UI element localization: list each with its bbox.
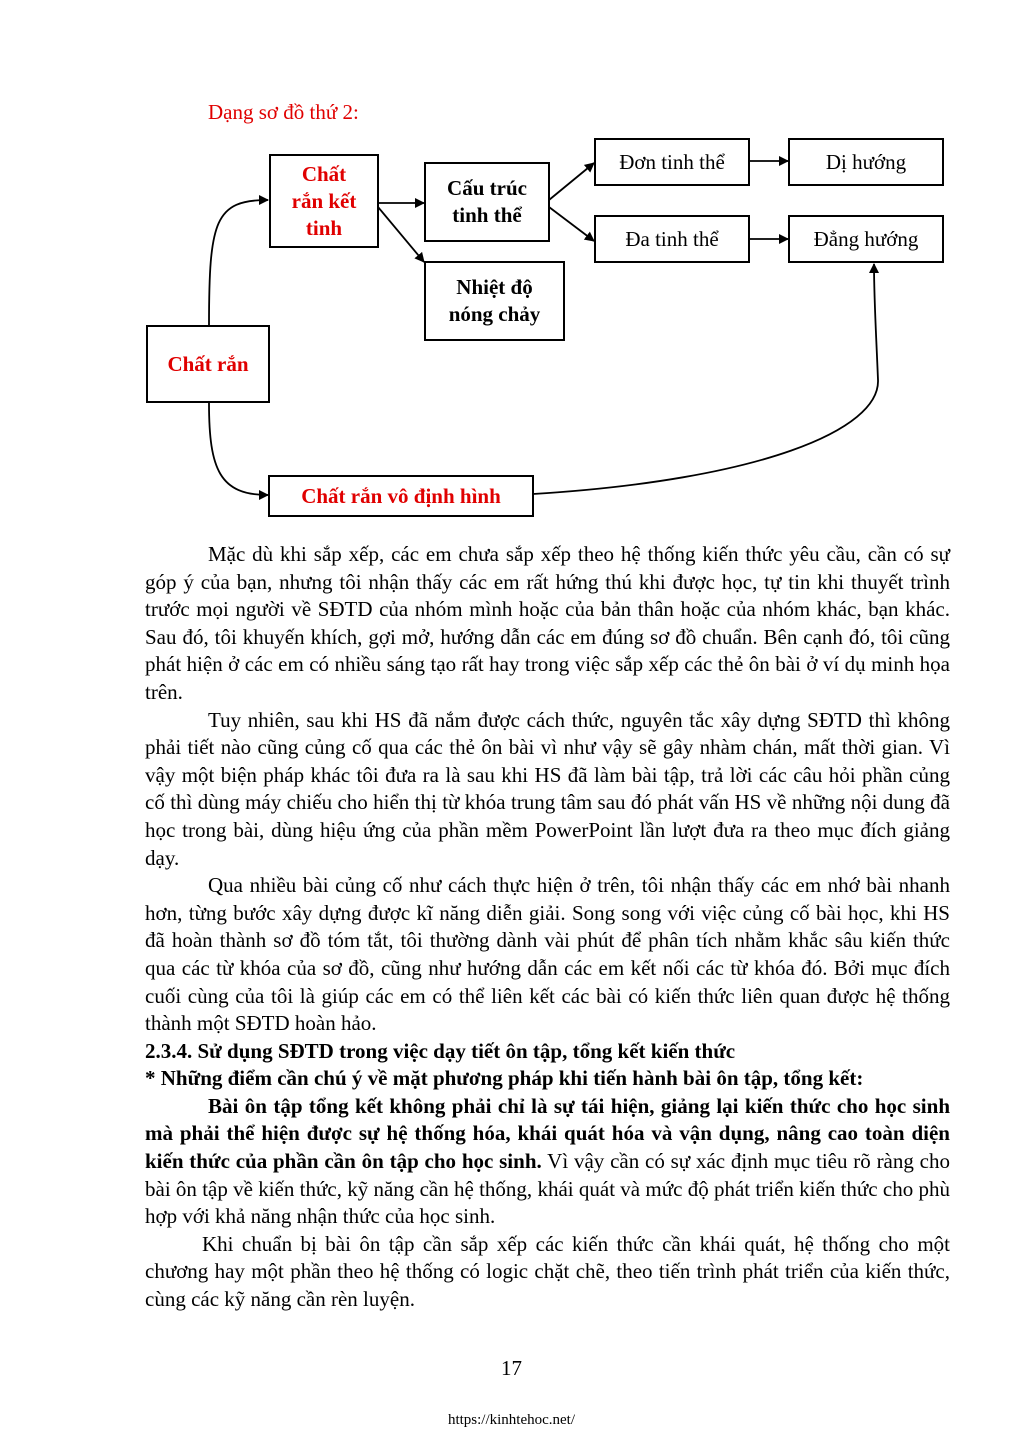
node-label-line: Nhiệt độ [456,275,533,299]
node-label-line: nóng chảy [448,302,541,326]
node-chat-ran-ket-tinh [269,154,379,248]
node-label-line: tinh [305,215,343,240]
node-dang-huong [788,215,944,263]
node-chat-ran-vo-dinh-hinh [268,475,534,517]
node-label-line: Cấu trúc [447,176,527,200]
paragraph-rest: Vì vậy cần có sự xác định mục tiêu rõ ràng cho bài ôn tập về kiến thức, kỹ năng cần hệ thống, khái quát và mức độ phát triển kiến thức cho phù hợp với khả năng nhận thức của học sinh. [145,1149,950,1229]
node-label-line: rắn kết [291,188,357,213]
node-chat-ran [146,325,270,403]
node-dang-huong-label: Đẳng hướng [813,226,919,251]
paragraph: Khi chuẩn bị bài ôn tập cần sắp xếp các kiến thức cần khái quát, hệ thống cho một chương hay một phần theo hệ thống có logic chặt chẽ, theo tiến trình phát triển của kiến thức, cùng các kỹ năng cần rèn luyện. [145,1231,950,1312]
node-label-line: tinh thể [452,203,522,227]
footer-url[interactable]: https://kinhtehoc.net/ [447,1412,576,1428]
section-heading: 2.3.4. Sử dụng SĐTD trong việc dạy tiết ôn tập, tổng kết kiến thức [145,1038,736,1063]
paragraph: Qua nhiều bài củng cố như cách thực hiện ở trên, tôi nhận thấy các em nhớ bài nhanh hơn, từng bước xây dựng được kĩ năng diễn giải. Song song với việc củng cố bài học, khi HS đã hoàn thành sơ đồ tóm tắt, tôi thường dành vài phút để phân tích nhằm khắc sâu kiến thức qua các từ khóa của sơ đồ, cũng như hướng dẫn các em kết nối các từ khóa đó. Bởi mục đích cuối cùng của tôi là giúp các em có thể liên kết các bài có kiến thức liên quan được hệ thống thành một SĐTD hoàn hảo. [145,873,950,1036]
node-di-huong-label: Dị hướng [825,149,907,174]
node-cau-truc-tinh-the [424,162,550,242]
diagram-caption: Dạng sơ đồ thứ 2: [208,100,359,124]
paragraph-bold-part: Bài ôn tập tổng kết không phải chỉ là sự tái hiện, giảng lại kiến thức cho học sinh mà phải thể hiện được sự hệ thống hóa, khái quát hóa và vận dụng, nâng cao toàn diện kiến thức của phần cần ôn tập cho học sinh. [145,1093,950,1174]
node-don-tinh-the-label: Đơn tinh thể [619,149,725,174]
body-text [145,541,950,1314]
node-da-tinh-the-label: Đa tinh thể [625,226,719,251]
page-number: 17 [501,1356,522,1380]
node-da-tinh-the [594,215,750,263]
paragraph [145,1093,950,1231]
subheading: * Những điểm cần chú ý về mặt phương pháp khi tiến hành bài ôn tập, tổng kết: [145,1066,864,1091]
node-chat-ran-label: Chất rắn [167,351,249,376]
node-di-huong [788,138,944,186]
node-vo-dinh-hinh-label: Chất rắn vô định hình [301,483,501,508]
node-nhiet-do-nong-chay [424,261,565,341]
node-don-tinh-the [594,138,750,186]
paragraph: Tuy nhiên, sau khi HS đã nắm được cách thức, nguyên tắc xây dựng SĐTD thì không phải tiết nào cũng củng cố qua các thẻ ôn bài vì như vậy sẽ gây nhàm chán, mất thời gian. Vì vậy một biện pháp khác tôi đưa ra là sau khi HS đã làm bài tập, trả lời các câu hỏi phần củng cố thì dùng máy chiếu cho hiển thị từ khóa trung tâm sau đó phát vấn HS về những nội dung đã học trong bài, dùng hiệu ứng của phần mềm PowerPoint lần lượt đưa ra theo mục đích giảng dạy. [145,707,950,870]
paragraph: Mặc dù khi sắp xếp, các em chưa sắp xếp theo hệ thống kiến thức yêu cầu, cần có sự góp ý của bạn, nhưng tôi nhận thấy các em rất hứng thú khi được học, tự tin khi thuyết trình trước mọi người về SĐTD của nhóm mình hoặc của bản thân hoặc của nhóm khác, bạn khác. Sau đó, tôi khuyến khích, gợi mở, hướng dẫn các em đúng sơ đồ chuẩn. Bên cạnh đó, tôi cũng phát hiện ở các em có nhiều sáng tạo rất hay trong việc sắp xếp các thẻ ôn bài ở ví dụ minh họa trên. [145,542,950,704]
node-label-line: Chất [301,161,347,186]
